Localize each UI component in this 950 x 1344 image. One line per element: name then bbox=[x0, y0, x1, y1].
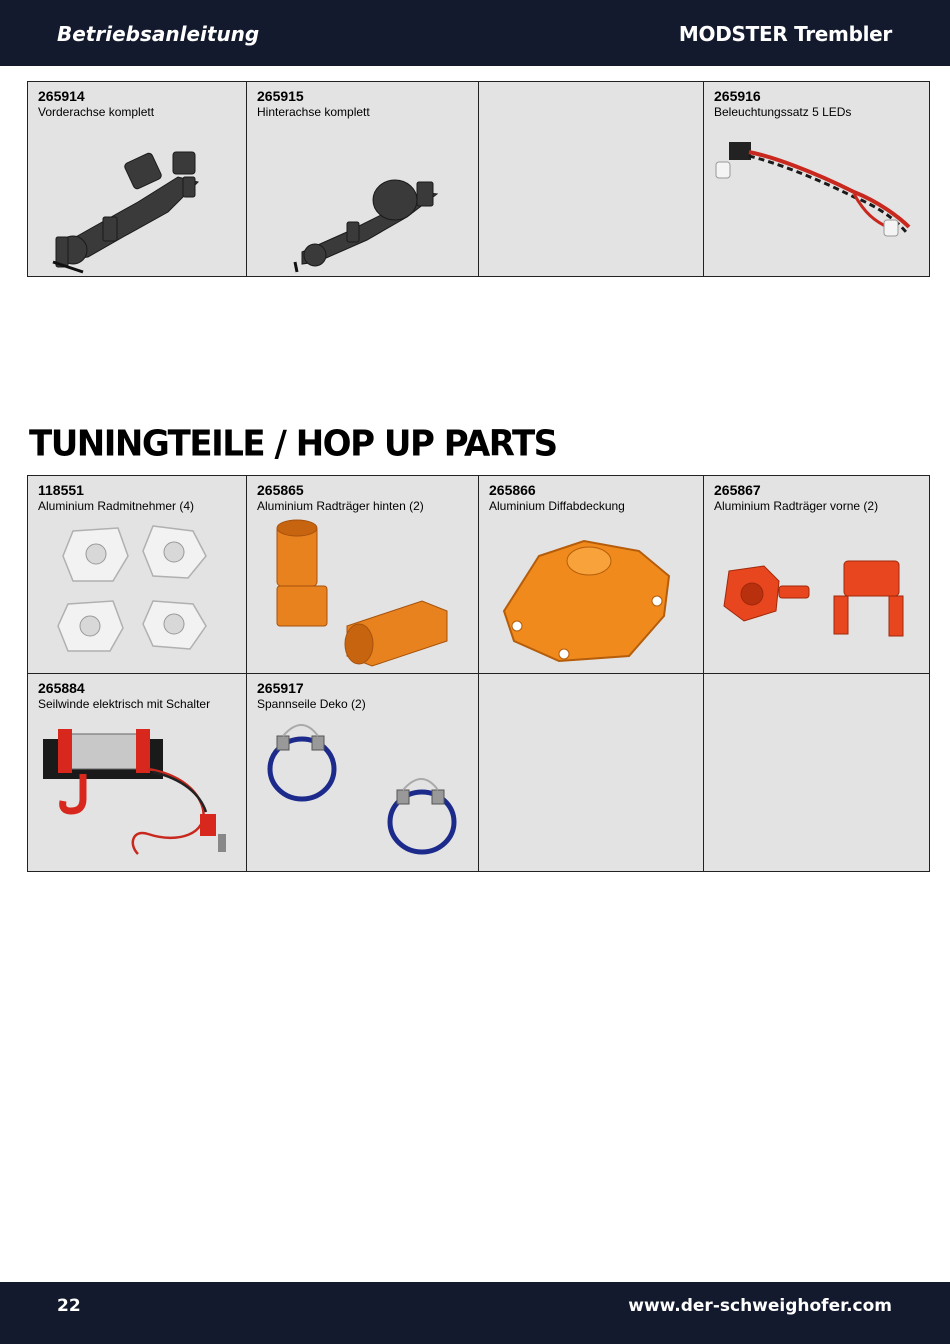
empty-cell bbox=[479, 82, 704, 277]
section-heading: TUNINGTEILE / HOP UP PARTS bbox=[29, 423, 557, 465]
part-number: 265867 bbox=[714, 482, 761, 498]
part-number: 265865 bbox=[257, 482, 304, 498]
part-number: 265917 bbox=[257, 680, 304, 696]
part-cell bbox=[28, 674, 247, 872]
tension-ropes-icon bbox=[247, 714, 478, 872]
empty-cell bbox=[704, 674, 930, 872]
page-header bbox=[0, 0, 950, 66]
part-number: 265916 bbox=[714, 88, 761, 104]
part-name: Aluminium Radträger hinten (2) bbox=[257, 499, 424, 513]
part-cell bbox=[704, 476, 930, 674]
rear-axle-icon bbox=[247, 122, 478, 277]
hop-up-parts-table bbox=[27, 475, 930, 872]
part-number: 265915 bbox=[257, 88, 304, 104]
part-name: Aluminium Diffabdeckung bbox=[489, 499, 625, 513]
electric-winch-icon bbox=[28, 714, 246, 872]
part-number: 265866 bbox=[489, 482, 536, 498]
part-name: Seilwinde elektrisch mit Schalter bbox=[38, 697, 211, 711]
part-cell bbox=[247, 82, 479, 277]
part-cell bbox=[28, 476, 247, 674]
empty-cell bbox=[479, 674, 704, 872]
part-name: Spannseile Deko (2) bbox=[257, 697, 366, 711]
part-number: 265914 bbox=[38, 88, 85, 104]
part-name: Aluminium Radmitnehmer (4) bbox=[38, 499, 195, 513]
part-number: 265884 bbox=[38, 680, 85, 696]
page-footer bbox=[0, 1282, 950, 1344]
part-name: Vorderachse komplett bbox=[38, 105, 155, 119]
front-axle-icon bbox=[28, 122, 246, 277]
part-cell bbox=[28, 82, 247, 277]
part-number: 118551 bbox=[38, 482, 84, 498]
part-cell bbox=[247, 476, 479, 674]
part-cell bbox=[247, 674, 479, 872]
part-cell bbox=[704, 82, 930, 277]
website-link[interactable]: www.der-schweighofer.com bbox=[628, 1296, 892, 1316]
rear-hub-carriers-icon bbox=[247, 516, 478, 674]
led-lighting-set-icon bbox=[704, 122, 929, 277]
part-name: Hinterachse komplett bbox=[257, 105, 370, 119]
diff-cover-icon bbox=[479, 516, 703, 674]
part-name: Beleuchtungssatz 5 LEDs bbox=[714, 105, 852, 119]
product-title: MODSTER Trembler bbox=[678, 22, 892, 46]
wheel-hex-hubs-icon bbox=[28, 516, 246, 674]
spare-parts-table bbox=[27, 81, 930, 277]
front-hub-carriers-icon bbox=[704, 516, 929, 674]
manual-title: Betriebsanleitung bbox=[57, 22, 260, 46]
part-name: Aluminium Radträger vorne (2) bbox=[714, 499, 879, 513]
part-cell bbox=[479, 476, 704, 674]
page-number: 22 bbox=[57, 1296, 81, 1316]
